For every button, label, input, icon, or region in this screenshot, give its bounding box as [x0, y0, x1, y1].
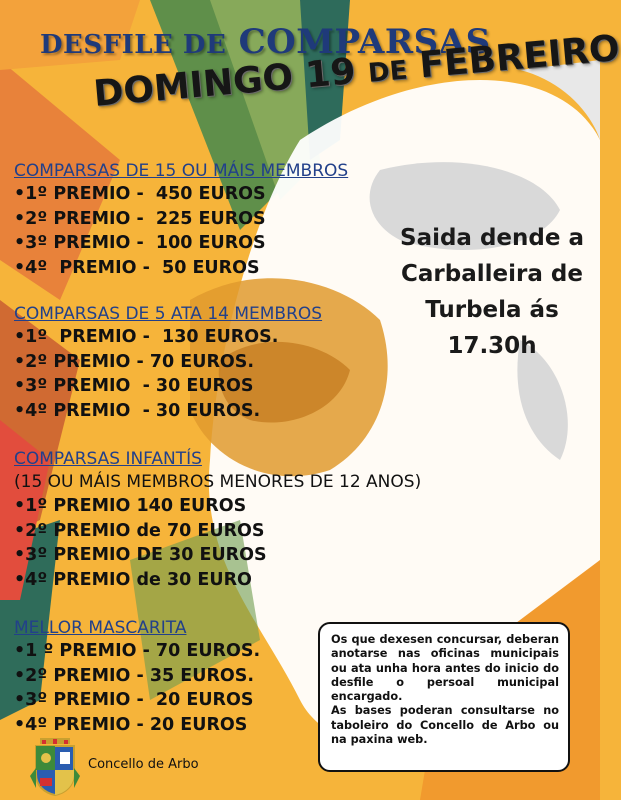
prize-line: •2º PREMIO - 225 EUROS [14, 208, 266, 229]
prize-line: •4º PREMIO de 30 EURO [14, 569, 252, 590]
date-part-de: DE [366, 55, 409, 89]
departure-line: Saida dende a [400, 225, 584, 251]
notice-registration-text: Os que dexesen concursar, deberan anotarse nas oficinas municipais ou ata unha hora antes do inicio do desfile o persoal municipal encargado. [331, 633, 559, 704]
departure-line: Carballeira de [401, 261, 583, 287]
organizer-name: Concello de Arbo [88, 757, 199, 772]
prize-line: •1º PREMIO 140 EUROS [14, 496, 247, 516]
section-heading: MELLOR MASCARITA [14, 618, 187, 638]
section-heading: COMPARSAS DE 15 OU MÁIS MEMBROS [14, 161, 349, 181]
prize-line: •4º PREMIO - 30 EUROS. [14, 400, 261, 421]
registration-notice [318, 622, 570, 772]
departure-time: 17.30h [447, 333, 537, 359]
departure-line: Turbela ás [425, 297, 559, 323]
title-prefix: DESFILE DE [40, 30, 227, 60]
prize-line: •3º PREMIO DE 30 EUROS [14, 545, 267, 565]
prize-line: •4º PREMIO - 50 EUROS [14, 257, 260, 278]
prize-line: •1 º PREMIO - 70 EUROS. [14, 641, 261, 661]
prize-line: •2º PREMIO de 70 EUROS [14, 520, 265, 541]
date-part-b: FEBREIRO [417, 28, 621, 87]
prize-line: •3º PREMIO - 30 EUROS [14, 376, 254, 396]
prize-line: •3º PREMIO - 20 EUROS [14, 690, 254, 710]
prize-line: •2º PREMIO - 35 EUROS. [14, 665, 255, 686]
departure-info [392, 220, 592, 364]
section-heading: COMPARSAS INFANTÍS [14, 449, 202, 469]
notice-rules-text: As bases poderan consultarse no taboleiro do Concello de Arbo ou na paxina web. [331, 704, 559, 747]
prize-section-large-groups [14, 160, 348, 280]
section-heading: COMPARSAS DE 5 ATA 14 MEMBROS [14, 304, 323, 324]
date-part-a: DOMINGO 19 [92, 51, 358, 115]
title-main: COMPARSAS [238, 22, 491, 62]
prize-section-best-mask [14, 617, 260, 737]
prize-section-children [14, 448, 421, 592]
prize-line: •1º PREMIO - 130 EUROS. [14, 327, 279, 347]
prize-line: •2º PREMIO - 70 EUROS. [14, 351, 255, 372]
prize-line: •4º PREMIO - 20 EUROS [14, 714, 248, 735]
prize-line: •3º PREMIO - 100 EUROS [14, 233, 266, 253]
section-subheading: (15 OU MÁIS MEMBROS MENORES DE 12 ANOS) [14, 472, 422, 492]
prize-section-small-groups [14, 303, 322, 423]
prize-line: •1º PREMIO - 450 EUROS [14, 184, 266, 204]
coat-of-arms-icon [30, 738, 80, 796]
